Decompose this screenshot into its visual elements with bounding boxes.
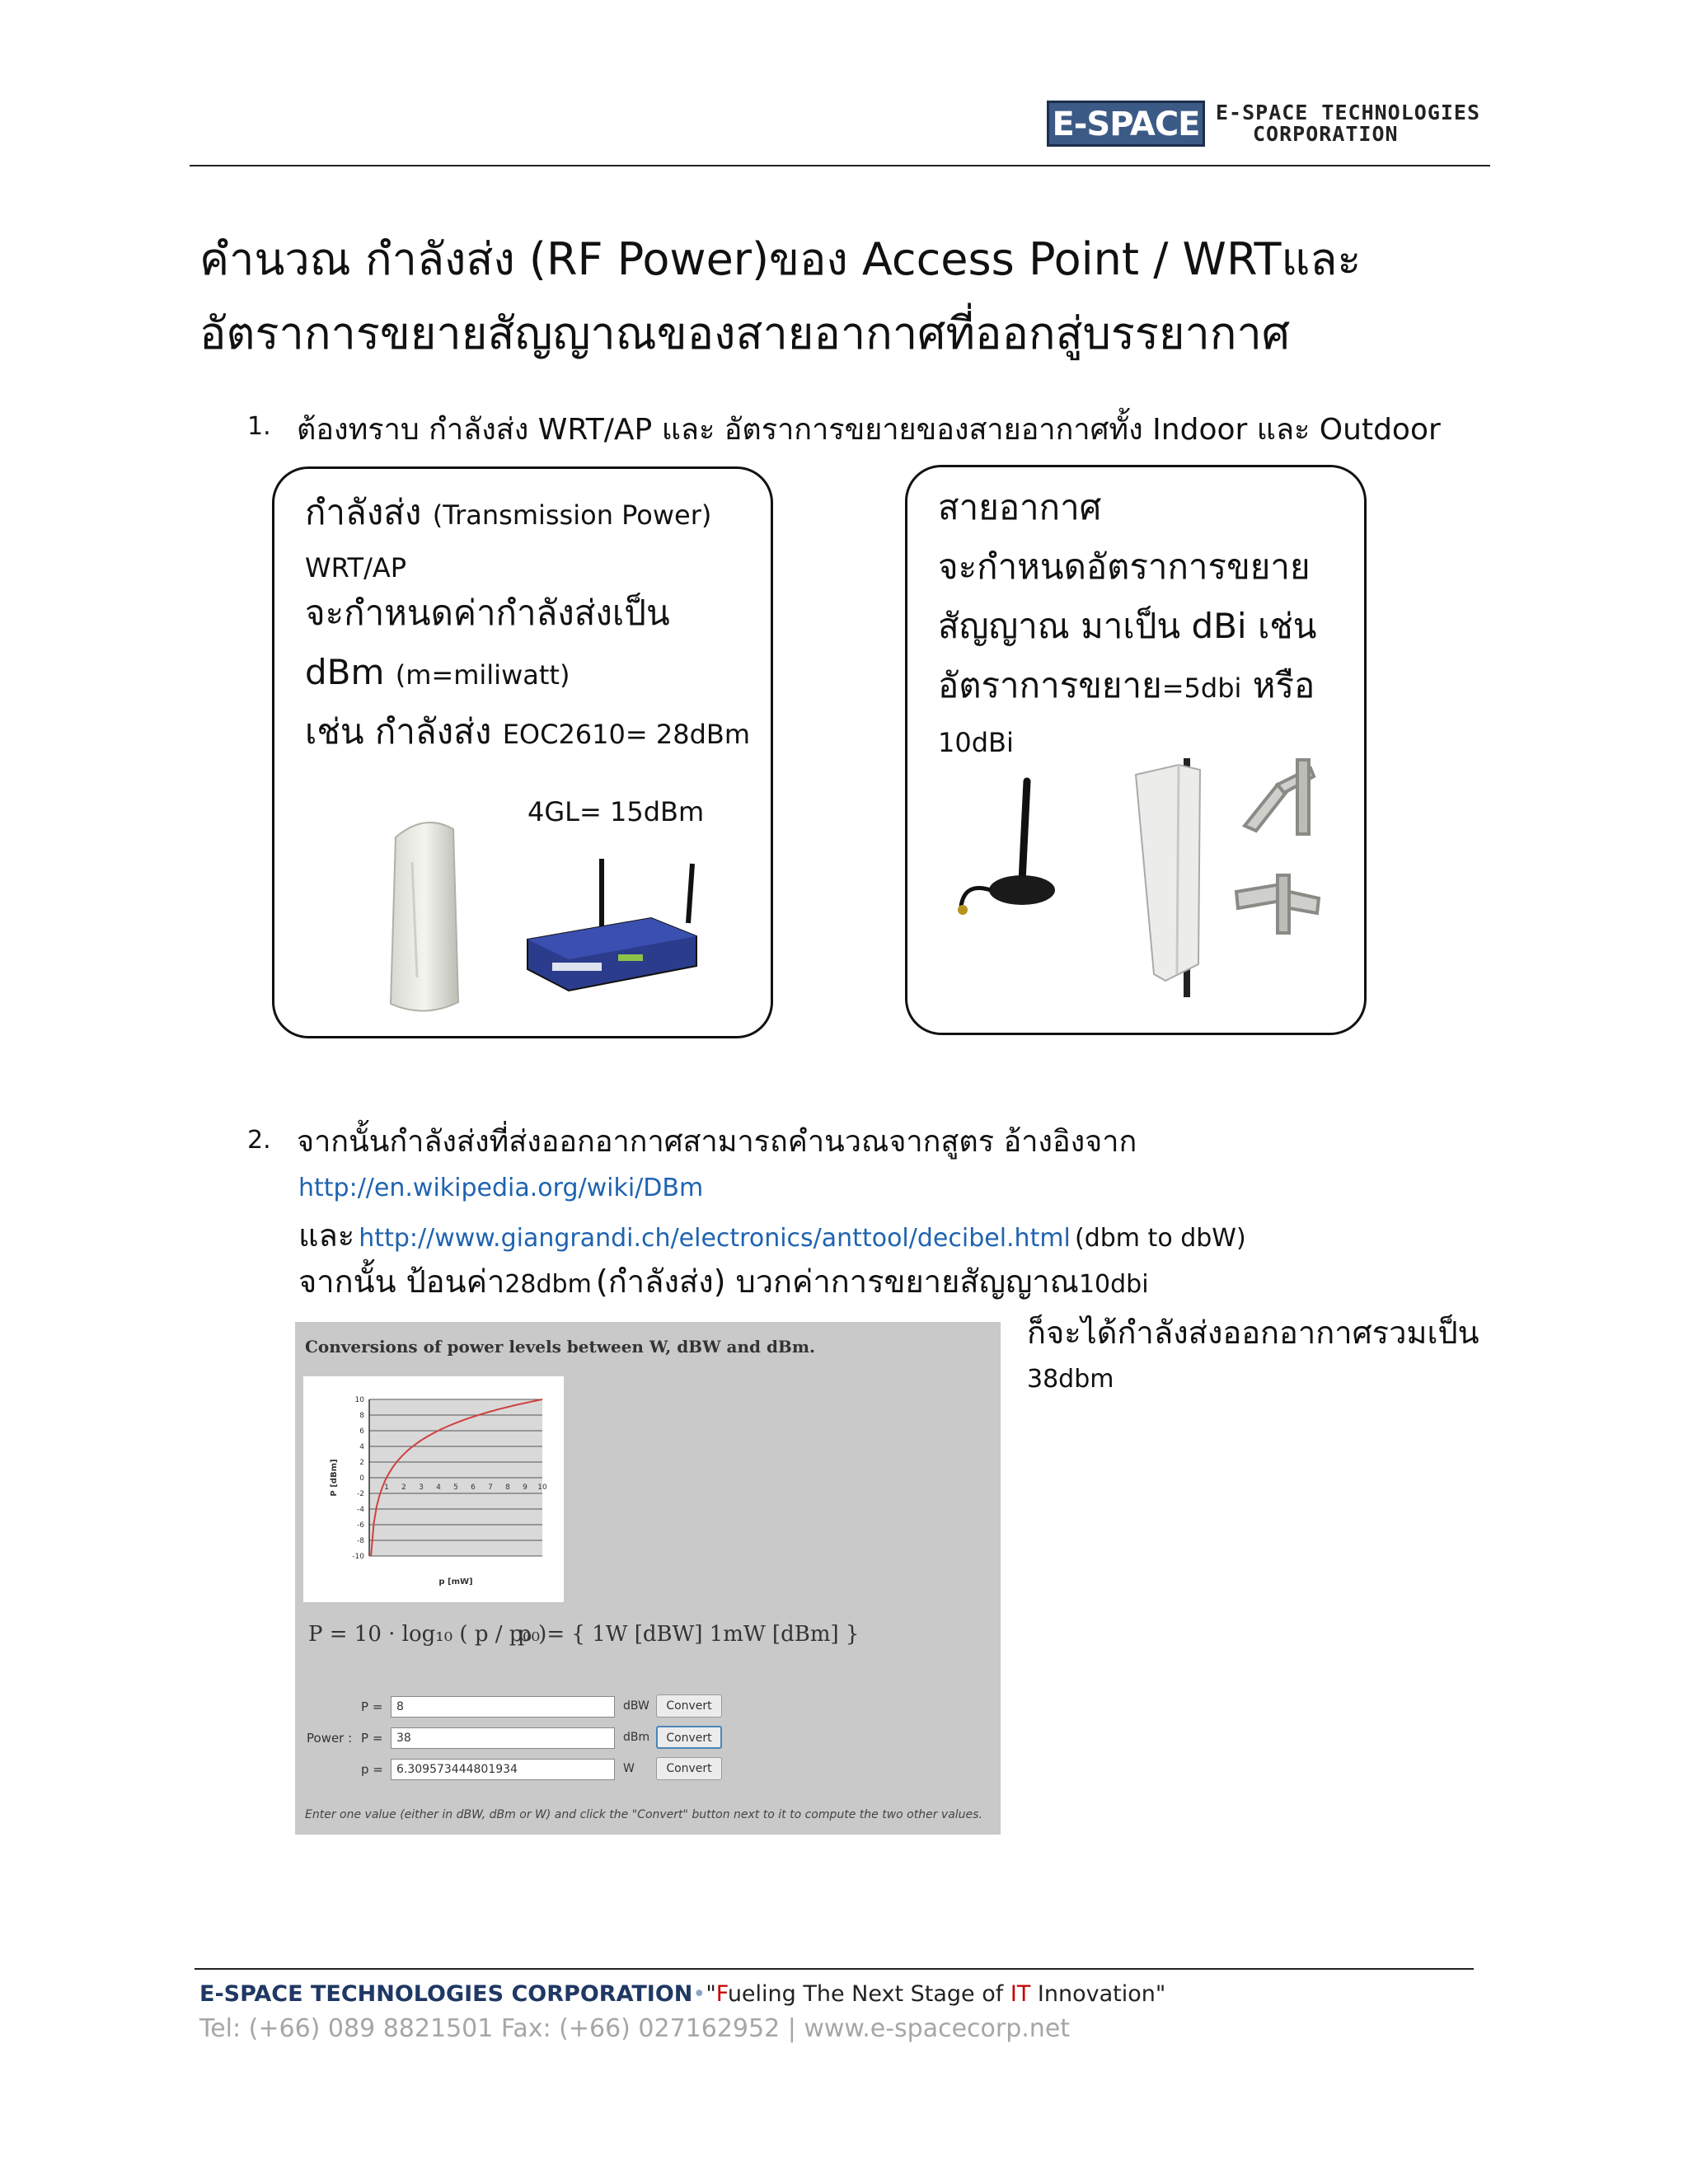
- calculator-instructions: Enter one value (either in dBW, dBm or W) and click the "Convert" button next to it to compute the two other values.: [305, 1808, 982, 1821]
- x-tick-label: 4: [436, 1483, 441, 1492]
- step-1-text: ต้องทราบ กำลังส่ง WRT/AP และ อัตราการขยายของสายอากาศทั้ง Indoor และ Outdoor: [297, 413, 1441, 447]
- tx-line-4-text: dBm: [305, 652, 385, 692]
- y-tick-label: 2: [359, 1459, 364, 1467]
- title-line-2: อัตราการขยายสัญญาณของสายอากาศที่ออกสู่บรรยากาศ: [199, 307, 1291, 359]
- y-tick-label: -10: [352, 1553, 364, 1561]
- x-tick-label: 2: [401, 1483, 406, 1492]
- footer-company: E-SPACE TECHNOLOGIES CORPORATION: [199, 1981, 693, 2007]
- header-divider: [190, 165, 1490, 166]
- footer-slogan-a: ueling The Next Stage of: [727, 1981, 1010, 2007]
- y-axis-label: P [dBm]: [330, 1459, 339, 1497]
- tx-line-1-text: กำลังส่ง: [305, 492, 422, 532]
- row2-prefix: Power :: [307, 1731, 353, 1746]
- step-2-text: จากนั้นกำลังส่งที่ส่งออกอากาศสามารถคำนวณจากสูตร อ้างอิงจาก: [297, 1125, 1137, 1159]
- row2-label: P =: [361, 1731, 383, 1746]
- dbm-input[interactable]: 38: [391, 1727, 615, 1749]
- title-line-1: คำนวณ กำลังส่ง (RF Power)ของ Access Point / WRTและ: [199, 233, 1362, 285]
- dbw-unit: dBW: [623, 1699, 649, 1713]
- footer-bullet: •: [692, 1981, 706, 2007]
- y-tick-label: 10: [354, 1396, 364, 1404]
- x-axis-label: p [mW]: [438, 1577, 473, 1586]
- ant-line-2: จะกำหนดอัตราการขยาย: [938, 546, 1311, 587]
- step-2-line-2: [298, 1210, 1246, 1260]
- power-conversion-calculator: [295, 1322, 1001, 1835]
- y-tick-label: -2: [357, 1490, 364, 1498]
- tx-line-3: จะกำหนดค่ากำลังส่งเป็น: [305, 593, 670, 633]
- wireless-router-image: [519, 857, 701, 997]
- dbw-input[interactable]: 8: [391, 1696, 615, 1718]
- wikipedia-dbm-link[interactable]: http://en.wikipedia.org/wiki/DBm: [298, 1174, 704, 1202]
- panel-antenna-image: [1129, 758, 1220, 997]
- y-tick-label: -4: [357, 1506, 364, 1514]
- decibel-calculator-link[interactable]: http://www.giangrandi.ch/electronics/anttool/decibel.html: [359, 1224, 1071, 1253]
- step-2-number: 2.: [247, 1126, 271, 1155]
- footer-contact: Tel: (+66) 089 8821501 Fax: (+66) 027162952 | www.e-spacecorp.net: [199, 2014, 1071, 2043]
- y-tick-label: -8: [357, 1537, 364, 1545]
- y-tick-label: 8: [359, 1412, 364, 1420]
- result-line-2: 38dbm: [1027, 1365, 1114, 1394]
- power-28dbm: 28dbm: [504, 1270, 592, 1299]
- footer-divider: [195, 1968, 1474, 1970]
- logo-line-2: CORPORATION: [1253, 122, 1399, 146]
- row1-label: P =: [361, 1699, 383, 1714]
- step-1-number: 1.: [247, 412, 271, 441]
- footer-quote: ": [706, 1981, 716, 2007]
- enter-value-text: จากนั้น ป้อนค่า: [298, 1263, 505, 1300]
- tx-line-6: 4GL= 15dBm: [528, 796, 705, 827]
- step-2-line-3: [298, 1256, 1149, 1306]
- outdoor-cpe-image: [379, 813, 470, 1019]
- y-tick-label: -6: [357, 1521, 364, 1530]
- footer-it-red: IT: [1010, 1981, 1031, 2007]
- x-tick-label: 7: [488, 1483, 493, 1492]
- ant-line-3: สัญญาณ มาเป็น dBi เช่น: [938, 606, 1317, 646]
- footer-slogan: [199, 1981, 1165, 2007]
- x-tick-label: 8: [505, 1483, 510, 1492]
- dbm-plot-svg: [303, 1376, 564, 1602]
- dbm-to-dbw-note: (dbm to dbW): [1075, 1224, 1246, 1253]
- tx-line-5-text: เช่น กำลังส่ง: [305, 711, 492, 752]
- ant-line-4-small: =5dbi: [1161, 673, 1242, 704]
- result-line-1: ก็จะได้กำลังส่งออกอากาศรวมเป็น: [1027, 1315, 1479, 1351]
- x-tick-label: 1: [384, 1483, 389, 1492]
- logo-line-1: E-SPACE TECHNOLOGIES: [1216, 101, 1481, 124]
- y-tick-label: 6: [359, 1427, 364, 1436]
- tx-line-4-small: (m=miliwatt): [395, 659, 570, 691]
- ant-line-1: สายอากาศ: [938, 487, 1102, 527]
- x-tick-label: 9: [523, 1483, 528, 1492]
- tx-line-5-small: EOC2610= 28dBm: [502, 719, 751, 750]
- ant-line-4: [938, 656, 1315, 718]
- tx-line-1: [305, 483, 711, 545]
- y-tick-label: 4: [359, 1443, 364, 1451]
- x-tick-label: 3: [419, 1483, 424, 1492]
- ant-line-4-end: หรือ: [1252, 665, 1315, 705]
- ant-line-4-text: อัตราการขยาย: [938, 665, 1162, 705]
- convert-dbw-button[interactable]: Convert: [656, 1694, 722, 1718]
- add-gain-text: (กำลังส่ง) บวกค่าการขยายสัญญาณ: [595, 1263, 1079, 1300]
- x-tick-label: 10: [537, 1483, 547, 1492]
- x-tick-label: 5: [453, 1483, 458, 1492]
- formula-left: P = 10 · log₁₀ ( p / p₀ ): [308, 1622, 547, 1647]
- logo-mark: E-SPACE: [1047, 101, 1205, 147]
- convert-watt-button[interactable]: Convert: [656, 1757, 722, 1780]
- watt-input[interactable]: 6.309573444801934: [391, 1759, 615, 1780]
- tx-line-5: [305, 702, 750, 764]
- y-tick-label: 0: [359, 1474, 364, 1483]
- magnetic-antenna-image: [956, 775, 1080, 923]
- x-tick-label: 6: [471, 1483, 476, 1492]
- page-title: [199, 223, 1601, 371]
- mounting-bracket-image: [1228, 752, 1327, 941]
- tx-line-2: WRT/AP: [305, 552, 407, 583]
- calculator-title: Conversions of power levels between W, dBW and dBm.: [305, 1337, 815, 1357]
- formula-right: p₀ = { 1W [dBW] 1mW [dBm] }: [518, 1622, 860, 1647]
- watt-unit: W: [623, 1762, 635, 1775]
- dbm-unit: dBm: [623, 1731, 650, 1744]
- row3-label: p =: [361, 1762, 383, 1777]
- footer-slogan-b: Innovation": [1030, 1981, 1166, 2007]
- and-text: และ: [298, 1217, 355, 1254]
- tx-line-1-small: (Transmission Power): [432, 499, 712, 531]
- ant-line-5: 10dBi: [938, 727, 1014, 758]
- tx-line-4: [305, 643, 570, 705]
- dbm-plot: [303, 1376, 564, 1602]
- footer-f-red: F: [715, 1981, 728, 2007]
- gain-10dbi: 10dbi: [1078, 1270, 1149, 1299]
- convert-dbm-button[interactable]: Convert: [656, 1726, 722, 1749]
- company-logo: [1047, 97, 1492, 150]
